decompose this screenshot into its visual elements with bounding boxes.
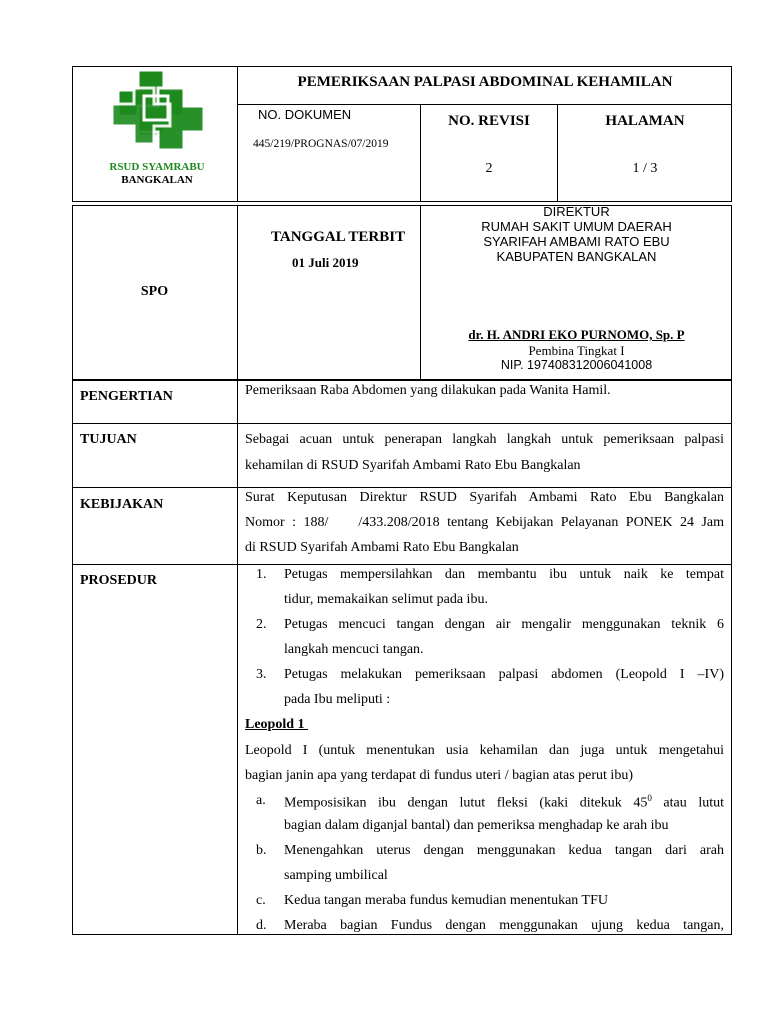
prosedur-label: PROSEDUR — [80, 573, 158, 588]
step-line: tidur, memakaikan selimut pada ibu. — [284, 592, 488, 607]
director-title: DIREKTUR — [543, 204, 610, 219]
document-title: PEMERIKSAAN PALPASI ABDOMINAL KEHAMILAN — [297, 74, 673, 90]
leopold-intro-line1: Leopold I (untuk menentukan usia kehamilan dan juga untuk mengetahui — [245, 743, 724, 758]
director-org-line1: RUMAH SAKIT UMUM DAERAH — [481, 219, 672, 234]
issued-label: TANGGAL TERBIT — [271, 229, 406, 245]
doc-no-value: 445/219/PROGNAS/07/2019 — [253, 138, 389, 150]
kebijakan-line2: Nomor : 188/ /433.208/2018 tentang Kebijakan Pelayanan PONEK 24 Jam — [245, 515, 724, 530]
substep-line: Kedua tangan meraba fundus kemudian menentukan TFU — [284, 893, 608, 908]
tujuan-label: TUJUAN — [80, 432, 137, 447]
director-org-line2: SYARIFAH AMBAMI RATO EBU — [483, 234, 670, 249]
substep-line: Menengahkan uterus dengan menggunakan kedua tangan dari arah — [284, 843, 724, 858]
logo-text-line2: BANGKALAN — [121, 174, 193, 186]
step-line: Petugas mencuci tangan dengan air mengalir menggunakan teknik 6 — [284, 617, 724, 632]
logo-text-line1: RSUD SYAMRABU — [109, 161, 205, 173]
pengertian-text: Pemeriksaan Raba Abdomen yang dilakukan pada Wanita Hamil. — [245, 383, 611, 398]
substep-line — [284, 793, 724, 812]
substep-line: samping umbilical — [284, 868, 388, 883]
kebijakan-line3: di RSUD Syarifah Ambami Rato Ebu Bangkalan — [245, 540, 519, 555]
tujuan-line2: kehamilan di RSUD Syarifah Ambami Rato Ebu Bangkalan — [245, 458, 581, 473]
revision-value: 2 — [485, 161, 493, 176]
rsud-cross-logo-icon — [102, 66, 212, 162]
step-number: 1. — [256, 567, 267, 582]
hospital-logo — [102, 66, 212, 162]
step-number: 3. — [256, 667, 267, 682]
substep-letter: c. — [256, 893, 266, 908]
step-line: Petugas melakukan pemeriksaan palpasi abdomen (Leopold I –IV) — [284, 667, 724, 682]
degree-superscript: 0 — [647, 793, 652, 803]
spo-label: SPO — [140, 284, 169, 299]
tujuan-line1: Sebagai acuan untuk penerapan langkah langkah untuk pemeriksaan palpasi — [245, 432, 724, 447]
leopold-heading: Leopold 1 — [245, 717, 309, 732]
director-nip: NIP. 197408312006041008 — [500, 358, 653, 372]
step-number: 2. — [256, 617, 267, 632]
step-line: pada Ibu meliputi : — [284, 692, 391, 707]
page-label: HALAMAN — [605, 113, 685, 129]
pengertian-label: PENGERTIAN — [80, 389, 173, 404]
substep-letter: d. — [256, 918, 267, 933]
step-line: Petugas mempersilahkan dan membantu ibu untuk naik ke tempat — [284, 567, 724, 582]
substep-letter: b. — [256, 843, 267, 858]
doc-no-label: NO. DOKUMEN — [258, 107, 352, 122]
kebijakan-label: KEBIJAKAN — [80, 497, 164, 512]
page-value: 1 / 3 — [632, 161, 658, 176]
director-org-line3: KABUPATEN BANGKALAN — [496, 249, 657, 264]
director-rank: Pembina Tingkat I — [528, 343, 625, 358]
kebijakan-line1: Surat Keputusan Direktur RSUD Syarifah Ambami Rato Ebu Bangkalan — [245, 490, 724, 505]
step-line: langkah mencuci tangan. — [284, 642, 424, 657]
substep-letter: a. — [256, 793, 266, 808]
revision-label: NO. REVISI — [448, 113, 530, 129]
issued-date: 01 Juli 2019 — [292, 255, 359, 270]
substep-line-post: atau lutut — [651, 795, 724, 811]
substep-line-pre: Memposisikan ibu dengan lutut fleksi (kaki ditekuk 45 — [284, 795, 648, 811]
leopold-intro-line2: bagian janin apa yang terdapat di fundus uteri / bagian atas perut ibu) — [245, 768, 633, 783]
substep-line: Meraba bagian Fundus dengan menggunakan ujung kedua tangan, — [284, 918, 724, 933]
director-name: dr. H. ANDRI EKO PURNOMO, Sp. P — [468, 327, 685, 342]
substep-line: bagian dalam diganjal bantal) dan pemeriksa menghadap ke arah ibu — [284, 818, 669, 833]
